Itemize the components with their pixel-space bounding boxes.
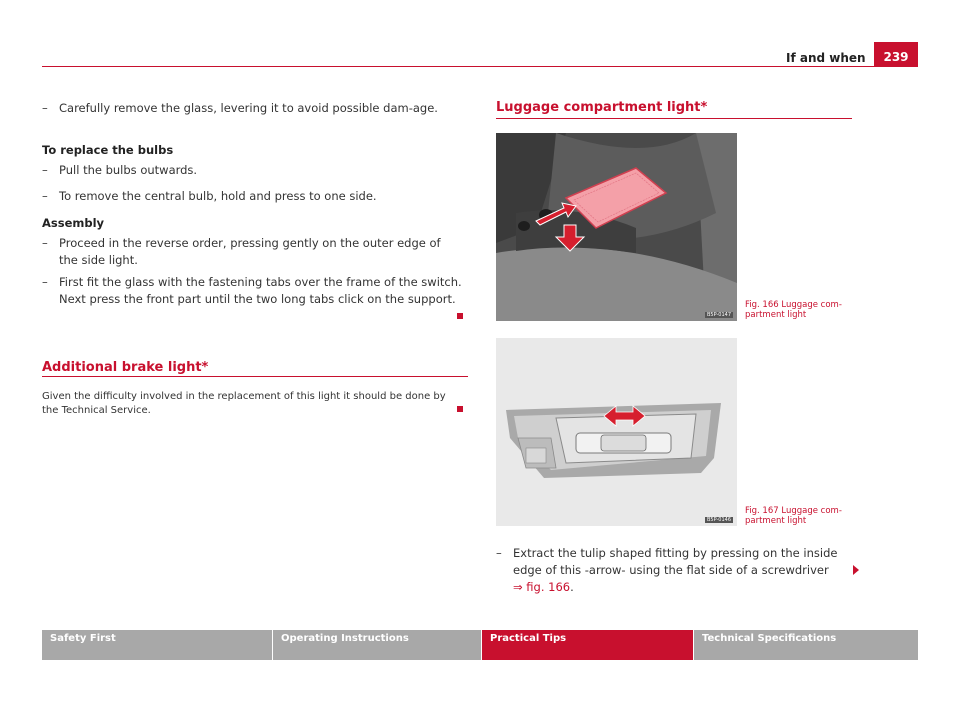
- footer-tab-practical-tips[interactable]: [482, 630, 693, 660]
- tab-label: Practical Tips: [490, 633, 567, 644]
- caption-number: Fig. 167: [745, 506, 779, 516]
- continue-arrow-icon: [853, 565, 859, 575]
- header-rule: [42, 66, 918, 67]
- caption-text: Luggage com-partment light: [745, 300, 842, 320]
- list-dash: –: [42, 101, 48, 115]
- instruction-text: To remove the central bulb, hold and press to one side.: [59, 189, 377, 203]
- list-dash: –: [42, 236, 48, 250]
- figure-caption-167: [745, 506, 855, 526]
- caption-number: Fig. 166: [745, 300, 779, 310]
- footer-tab-safety-first[interactable]: [42, 630, 272, 660]
- running-header-title: If and when: [786, 51, 866, 65]
- heading-luggage-compartment-light: Luggage compartment light*: [496, 100, 708, 115]
- instruction-text: Pull the bulbs outwards.: [59, 163, 198, 177]
- instruction-step-fit-glass: [42, 274, 462, 308]
- instruction-step-remove-glass: [42, 100, 462, 117]
- tab-label: Operating Instructions: [281, 633, 409, 644]
- instruction-text: Extract the tulip shaped fitting by pressing on the inside edge of this -arrow- using the flat side of a screwdriver: [513, 546, 838, 577]
- caption-text: Luggage com-partment light: [745, 506, 842, 526]
- list-dash: –: [42, 163, 48, 177]
- heading-additional-brake-light: Additional brake light*: [42, 360, 209, 375]
- luggage-light-bulb-illustration: [496, 338, 737, 526]
- instruction-text: Proceed in the reverse order, pressing gently on the outer edge of the side light.: [59, 236, 441, 267]
- instruction-text: First fit the glass with the fastening tabs over the frame of the switch. Next press the front part until the two long tabs click on the support.: [59, 275, 462, 306]
- instruction-step-pull-bulbs: [42, 162, 462, 179]
- figure-caption-166: [745, 300, 855, 320]
- list-dash: –: [42, 189, 48, 203]
- instruction-step-central-bulb: [42, 188, 462, 205]
- section-end-mark: [457, 406, 463, 412]
- section-end-mark: [457, 313, 463, 319]
- brake-light-text: Given the difficulty involved in the replacement of this light it should be done by the Technical Service.: [42, 391, 446, 416]
- tab-label: Safety First: [50, 633, 116, 644]
- footer-tab-technical-specifications[interactable]: [694, 630, 918, 660]
- instruction-step-reverse-order: [42, 235, 462, 269]
- figure-code: B5P-0147: [706, 312, 731, 318]
- subheading-assembly: Assembly: [42, 216, 105, 230]
- instruction-step-extract-fitting: [496, 545, 841, 596]
- figure-reference-link[interactable]: ⇒ fig. 166: [513, 580, 571, 594]
- luggage-light-illustration: [496, 133, 737, 321]
- heading-rule: [42, 376, 468, 377]
- list-dash: –: [42, 275, 48, 289]
- subheading-replace-bulbs: To replace the bulbs: [42, 143, 174, 157]
- page-number: 239: [874, 42, 918, 66]
- tab-label: Technical Specifications: [702, 633, 837, 644]
- figure-luggage-light-bulb: [496, 338, 737, 526]
- heading-rule: [496, 118, 852, 119]
- figure-luggage-light-removal: [496, 133, 737, 321]
- footer-tab-operating-instructions[interactable]: [273, 630, 481, 660]
- list-dash: –: [496, 546, 502, 560]
- figure-code: B5P-0146: [706, 517, 731, 523]
- instruction-text: Carefully remove the glass, levering it to avoid possible dam-age.: [59, 101, 438, 115]
- sentence-end: .: [570, 580, 574, 594]
